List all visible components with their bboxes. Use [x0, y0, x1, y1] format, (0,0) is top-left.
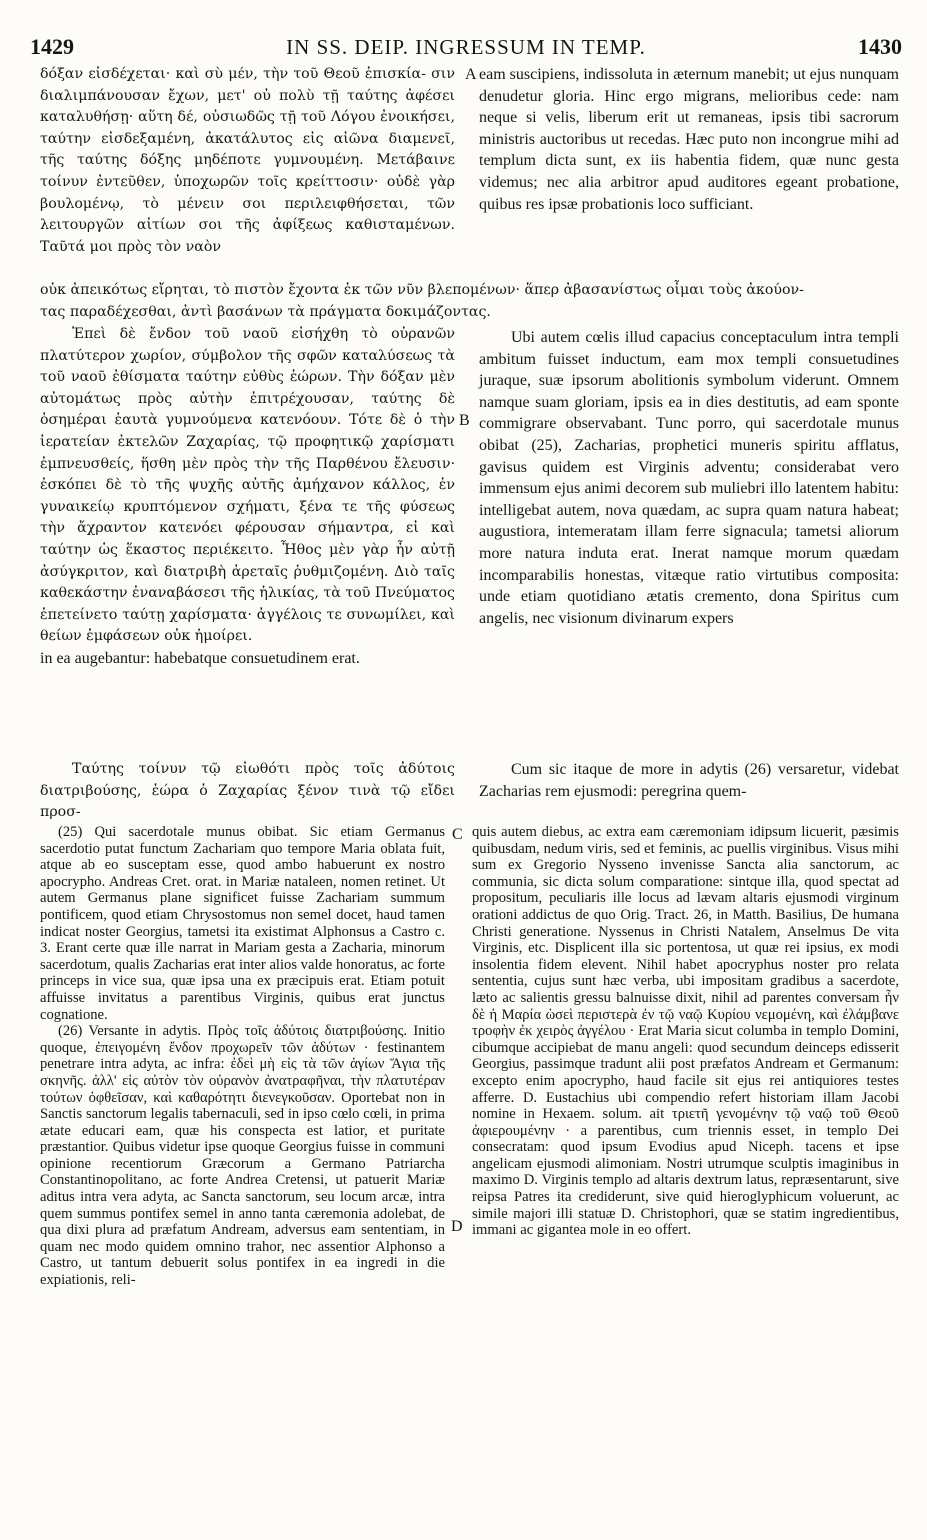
page-number-right: 1430 [858, 34, 902, 59]
latin-text-top: eam suscipiens, indissoluta in æternum manebit; ut ejus nunquam denudetur gloria. Hinc ergo migrans, melioribus cede: nam neque si velis, liberum erit ut remaneas, ipsis tibi sacrorum ministris auctoribus ut recedas. Hæc puto non incongrue mihi ad templum dicta sunt, ex iis habentia fidem, quæ nunc gesta videmus; nec alia arbitror apud auditores egeant probatione, quibus res ipsæ probationis loco sufficiant. [479, 66, 899, 213]
running-title: IN SS. DEIP. INGRESSUM IN TEMP. [286, 35, 646, 59]
greek-spanning-line-2: τας παραδέχεσθαι, ἀντὶ βασάνων τὰ πράγματα δοκιμάζοντας. [40, 304, 491, 320]
column-marker-c: C [452, 826, 463, 843]
latin-text-bottom: Cum sic itaque de more in adytis (26) versaretur, videbat Zacharias rem ejusmodi: peregrina quem- [479, 761, 899, 800]
greek-text-top: δόξαν εἰσδέχεται· καὶ σὺ μέν, τὴν τοῦ Θεοῦ ἐπισκία- σιν διαλιμπάνουσαν ἔχων, μετ' οὐ πολὺ τῇ ταύτης ἀφέσει καταλυθήσῃ· αὕτη δέ, οὐσιωδῶς τῇ τοῦ Λόγου ἐνοικήσει, ταύτην εἰσδεξαμένη, ἀκατάλυτος εἰς αἰῶνα διαμενεῖ, τῆς ταύτης δόξης μηδέποτε γυμνουμένη. Μετάβαινε τοίνυν ἐντεῦθεν, ὑποχωρῶν τοῖς κρείττοσιν· οὐδὲ γὰρ βουλομένῳ, τὸ μένειν σοι περιλειφθήσεται, τῶν λειτουργῶν αἰτίων σοι τῆς ἀφίξεως καθισταμένων. Ταῦτά μοι πρὸς τὸν ναὸν [40, 66, 455, 255]
column-marker-d: D [451, 1218, 463, 1235]
footnote-26: (26) Versante in adytis. Πρὸς τοῖς ἀδύτοις διατριβούσης. Initio quoque, ἐπειγομένη ἔνδον προχωρεῖν τῶν ἀδύτων · festinantem penetrare intra adyta, ac infra: ἐδεὶ μὴ εἰς τὰ τῶν ἁγίων Ἅγια τῆς σκηνῆς. ἀλλ' εἰς αὐτὸν τὸν οὐρανὸν ἀνατραφῆναι, τὴν πλατυτέραν τούτων ὀφθεῖσαν, καὶ καθαρότητι διενεγκοῦσαν. Oportebat non in Sanctis sanctorum legalis tabernaculi, sed in ipso cœlo cœli, in prima ætate educari eam, quæ his conspecta est latior, et puritate præstantior. Quibus videtur ipse quoque Georgius fuisse in communi opinione recentiorum Græcorum a Germano Patriarcha Constantinopolitano, ac forte Andrea Cretensi, ut patuerit Mariæ aditus intra vera adyta, ac Sancta sanctorum, seu locum arcæ, intra quem summus pontifex semel in anno tanta cæremonia adolebat, de qua dixi plura ad præfatum Andream, adversus eam sententiam, in quam nec modo quidem omnino trahor, nec assentior Alphonso a Castro, ut tantum debuerit solus pontifex in ea ingredi in die expiationis, reli- [40, 1023, 445, 1289]
greek-spanning-line-1: οὐκ ἀπεικότως εἴρηται, τὸ πιστὸν ἔχοντα ἐκ τῶν νῦν βλεπομένων· ἅπερ ἀβασανίστως οἶμαι τοὺς ἀκούον- [40, 282, 804, 298]
column-marker-b: B [459, 412, 470, 429]
greek-text-middle: Ἐπεὶ δὲ ἔνδον τοῦ ναοῦ εἰσήχθη τὸ οὐρανῶν πλατύτερον χωρίον, σύμβολον τῆς σφῶν καταλύσεως τὰ τοῦ ναοῦ ἐθίσματα ταύτην εὐθὺς ἑώρων. Τὴν δόξαν μὲν αὐτομάτως πρὸς αὐτὴν ἐπιτρέχουσαν, ταύτης δὲ ὁσημέραι ἑαυτὰ γυμνούμενα κατενόουν. Τότε δὲ ὁ τὴν ἱερατείαν ἐκτελῶν Ζαχαρίας, τῷ προφητικῷ χαρίσματι ἐμπνευσθείς, ἥσθη μὲν πρὸς τὴν τῆς Παρθένου ἔλευσιν· ἐσκόπει δὲ τὸ τῆς ψυχῆς αὐτῆς ἀμήχανον κάλλος, ἐν γυναικείῳ κρυπτόμενον σχήματι, ξένα τε τῆς φύσεως τὴν ἄχραντον κατενόει φέρουσαν σήμαντρα, εἰ καὶ ταύτην ὡς ἕκαστος περιέκειτο. Ἦθος μὲν γὰρ ἦν αὐτῇ ἀσύγκριτον, καὶ διατριβὴ ἀρεταῖς ῥυθμιζομένη. Διὸ ταῖς καθεκάστην ἐναναβάσεσι τῆς ἡλικίας, τὰ τοῦ Πνεύματος ἐπετείνετο ταύτῃ χαρίσματα· ἀγγέλοις τε συνωμίλει, καὶ θείων ἐμφάσεων οὐκ ἠμοίρει. in ea augebantur: habebatque consuetudinem erat. [40, 324, 455, 670]
latin-text-middle: Ubi autem cœlis illud capacius conceptaculum intra templi ambitum fuisset inductum, eam mox templi consuetudines juraque, suæ ipsorum abolitionis symbolum viderunt. Omnem namque suam gloriam, ipsis ea in dies destitutis, ad eam sponte commigrare observabant. Tunc porro, qui sacerdotale munus obibat (25), Zacharias, prophetici muneris spiritu afflatus, gavisus quidem est Virginis adventu; considerabat vero immensum ejus animi decorem sub muliebri illo latentem habitu: intelligebat autem, nova quædam, ac supra quam natura habeat; augustiora, intemeratam illam ferre signacula; tametsi aliorum more natura induta erat. Inerat namque morum quædam incomparabilis honestas, vitæque ratio virtutibus composita: unde etiam quotidiano ætatis cremento, dona Spiritus cum angelis, nec visionum divinarum expers [479, 329, 899, 627]
latin-continuation-left: in ea augebantur: habebatque consuetudinem erat. [40, 649, 360, 667]
footnotes-left [40, 824, 445, 1289]
column-marker-a: A [465, 66, 477, 83]
page-header [30, 34, 902, 64]
footnote-25: (25) Qui sacerdotale munus obibat. Sic etiam Germanus sacerdotio putat functum Zachariam quo tempore Maria oblata fuit, atque ab eo susceptam esse, quod ambo habuerunt ex nostro apocrypho. Andreas Cret. orat. in Mariæ nataleen, nomen retinet. Ut autem Germanus plane significet fuisse Zachariam summum pontificem, quod etiam Chrysostomus non semel docet, haud tamen indicat noster Georgius, tametsi ita existimat Alphonsus a Castro c. 3. Erant certe quæ ille narrat in Mariam gesta a Zacharia, minorum sacerdotum, qualis Zacharias erat inter alios valde honoratus, ac forte princeps in vice sua, quæ ipsa una ex præcipuis erat. Etiam potuit affuisse invitatus a parentibus Virginis, quibus erat junctus cognatione. [40, 824, 445, 1023]
greek-text-bottom: Ταύτης τοίνυν τῷ εἰωθότι πρὸς τοῖς ἀδύτοις διατριβούσης, ἑώρα ὁ Ζαχαρίας ξένον τινὰ τῷ εἴδει προσ- [40, 761, 455, 821]
footnotes-right [472, 824, 899, 1239]
footnote-continuation: quis autem diebus, ac extra eam cæremoniam idipsum licuerit, pæsimis quibusdam, nedum viris, sed et feminis, ac puellis virginibus. Visus mihi sum ex Gregorio Nysseno invenisse Sancta alia sanctorum, ac communia, sic dicta solum comparatione: sintque illa, quod spectat ad propositum, peculiaris ille locus ad lævam altaris ejusmodi virginum orationi addictus de quo Orig. Tract. 26, in Matth. Basilius, De humana Christi generatione. Nyssenus in Christi Natalem, Anselmus De vita Virginis, etc. Displicent illa sic portentosa, ut quæ rei ipsius, ex modi insolentia fidem elevent. Nihil habet apocryphus noster pro relata sententia, cujus sunt hæc verba, ubi impositam gradibus a sacerdote, læto ac salientis gressu balnuisse dixit, nihil ad parentes conversam ἦν δὲ ἡ Μαρία ὡσεὶ περιστερὰ ἐν τῷ ναῷ Κυρίου νεμομένη, καὶ ἐλάμβανε τροφὴν ἐκ χειρὸς ἀγγέλου · Erat Maria sicut columba in templo Domini, cibumque accipiebat de manu angeli: quod secundum deinceps edisserit Georgius, passimque tradunt alii post præfatos Andream et Germanum: excepto enim apocrypho, haud facile sit ejus rei antiquiores testes afferre. D. Eustachius ubi compendio refert historiam illam Jacobi nomine in Hexaem. solum. ait τριετῆ γενομένην τῷ ναῷ τοῦ Θεοῦ ἀφιερουμένην · a parentibus, cum triennis esset, in templo Dei consecratam: quod ipsum Evodius apud Niceph. tacens et ipse angelicam ejusmodi alimoniam. Nostri utrumque sculptis imaginibus in maximo D. Virginis templo ad altaris dextrum latus, repræsentarunt, sive reipsa Patres ita crediderunt, sive quid hieroglyphicum voluerunt, ac simile majori illi statuæ D. Christophori, quæ se statim ingredientibus, immani ac gigantea mole in eo offert. [472, 824, 899, 1239]
page-number-left: 1429 [30, 34, 74, 59]
